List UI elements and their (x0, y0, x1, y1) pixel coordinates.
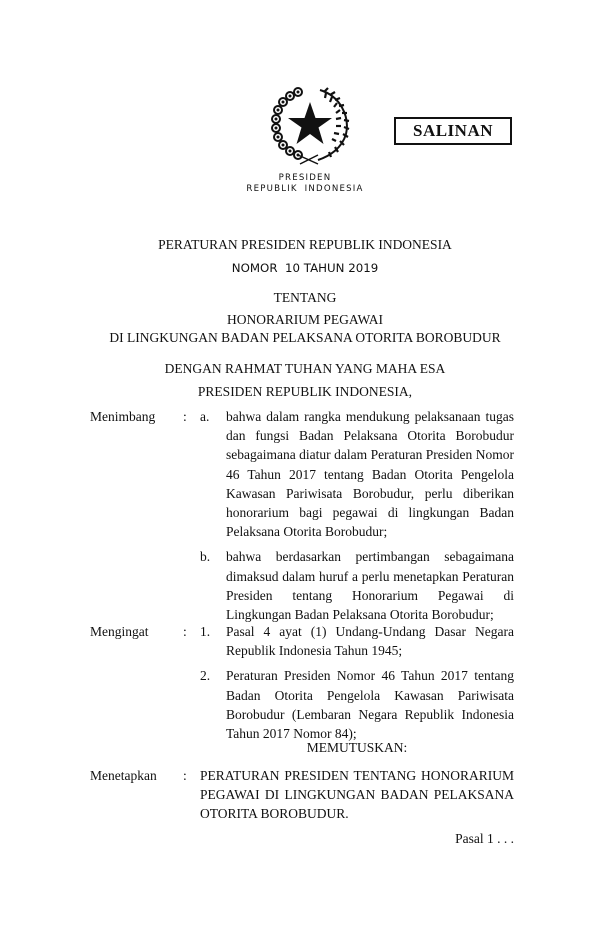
mengingat-section (90, 622, 514, 743)
mengingat-item-1 (90, 622, 514, 660)
caption-president: PRESIDEN (278, 173, 332, 183)
item-text: bahwa dalam rangka mendukung pelaksanaan tugas dan fungsi Badan Pelaksana Otorita Borobudur sebagaimana diatur dalam Peraturan Presiden Nomor 46 Tahun 2017 tentang Badan Otorita Pengelola Kawasan Pariwisata Borobudur, perlu diberikan honorarium bagi pegawai di lingkungan Badan Pelaksana Otorita Borobudur; (226, 409, 514, 540)
preamble-line-1: DENGAN RAHMAT TUHAN YANG MAHA ESA (164, 361, 446, 376)
item-text: bahwa berdasarkan pertimbangan sebagaimana dimaksud dalam huruf a perlu menetapkan Peraturan Presiden tentang Honorarium Pegawai di Lingkungan Badan Pelaksana Otorita Borobudur; (226, 549, 514, 623)
menetapkan-text: PERATURAN PRESIDEN TENTANG HONORARIUM PEGAWAI DI LINGKUNGAN BADAN PELAKSANA OTORITA BOROBUDUR. (200, 768, 514, 822)
regulation-type: PERATURAN PRESIDEN REPUBLIK INDONESIA (158, 237, 452, 252)
salinan-stamp (394, 117, 512, 145)
about-heading: TENTANG (273, 290, 337, 305)
menimbang-section (90, 407, 514, 624)
mengingat-label: Mengingat (90, 624, 149, 639)
preamble-line-2: PRESIDEN REPUBLIK INDONESIA, (197, 384, 413, 399)
item-text: Pasal 4 ayat (1) Undang-Undang Dasar Negara Republik Indonesia Tahun 1945; (226, 624, 514, 659)
president-caption (200, 173, 410, 195)
menimbang-item-b (90, 547, 514, 624)
decision-heading: MEMUTUSKAN: (306, 740, 408, 755)
mengingat-colon: : (183, 624, 187, 639)
menimbang-item-a (90, 407, 514, 541)
salinan-label: SALINAN (412, 121, 494, 140)
menetapkan-label: Menetapkan (90, 768, 157, 783)
item-marker: a. (200, 409, 210, 424)
state-emblem-icon (268, 82, 352, 166)
menetapkan-colon: : (183, 768, 187, 783)
item-marker: 1. (200, 624, 211, 639)
menimbang-colon: : (183, 409, 187, 424)
item-text: Peraturan Presiden Nomor 46 Tahun 2017 tentang Badan Otorita Pengelola Kawasan Pariwisata Borobudur (Lembaran Negara Republik Indonesia Tahun 2017 Nomor 84); (226, 668, 514, 742)
menimbang-label: Menimbang (90, 409, 156, 424)
caption-republic: REPUBLIK INDONESIA (246, 184, 364, 194)
subject-line-2: DI LINGKUNGAN BADAN PELAKSANA OTORITA BOROBUDUR (109, 330, 501, 345)
subject-line-1: HONORARIUM PEGAWAI (226, 312, 384, 327)
next-page-reference: Pasal 1 . . . (455, 831, 514, 846)
item-marker: 2. (200, 668, 211, 684)
menetapkan-section (90, 766, 514, 824)
item-marker: b. (200, 549, 211, 565)
regulation-number: NOMOR 10 TAHUN 2019 (231, 261, 379, 275)
mengingat-item-2 (90, 666, 514, 743)
